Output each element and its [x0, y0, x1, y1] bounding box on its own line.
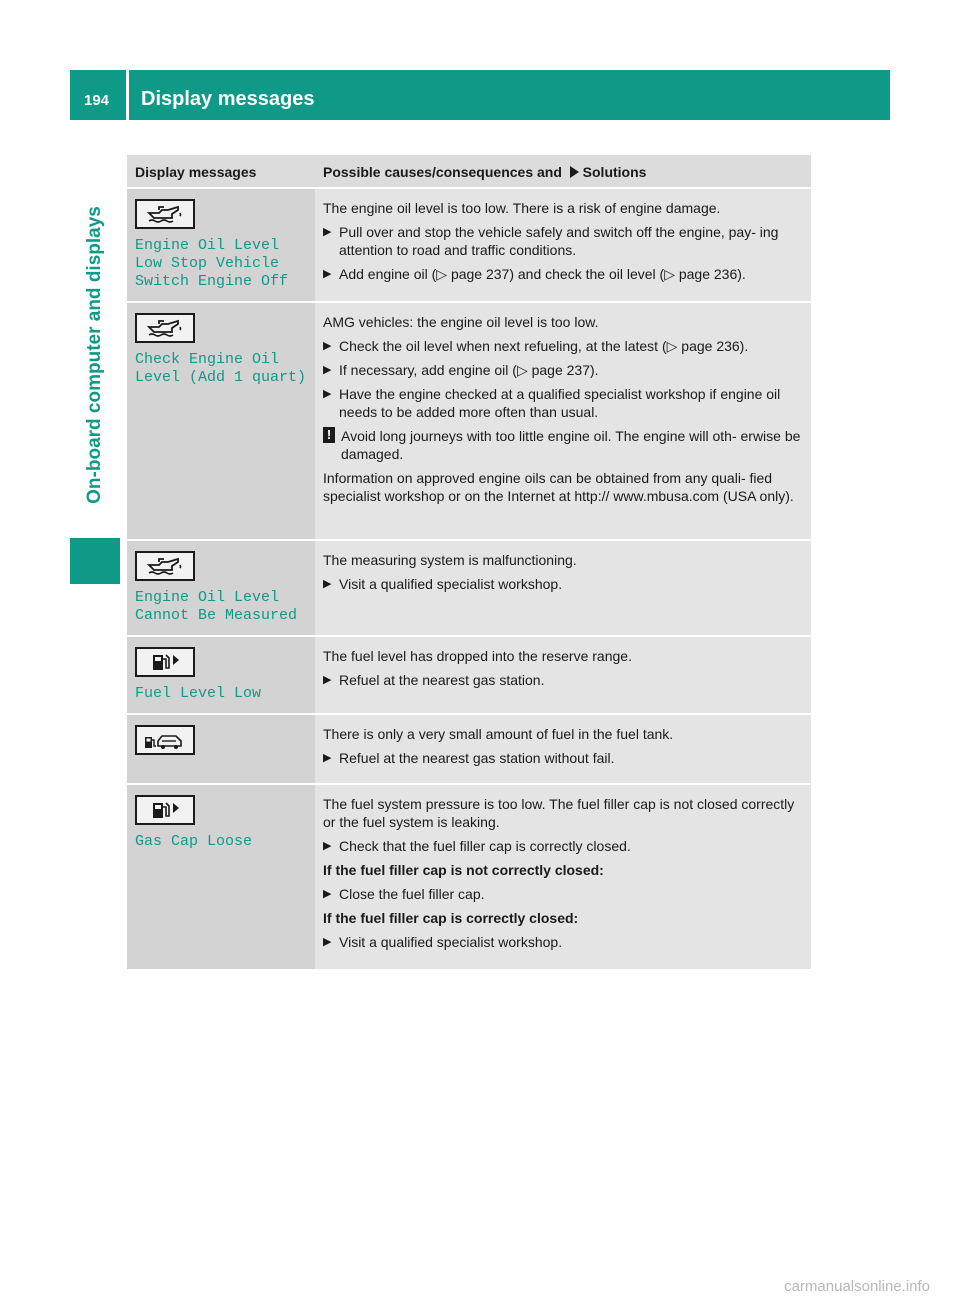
step-arrow-icon: ▶ [323, 840, 332, 852]
step-text: Pull over and stop the vehicle safely and switch off the engine, pay- ing attention to road and traffic conditions. [339, 224, 779, 258]
info-text: Information on approved engine oils can be obtained from any quali- fied specialist workshop or on the Internet at http:// www.mbusa.com (USA only). [323, 470, 794, 504]
solution-step [323, 265, 803, 283]
step-arrow-icon: ▶ [323, 340, 332, 352]
engine-oil-icon [135, 313, 195, 343]
engine-oil-icon [135, 199, 195, 229]
condition-heading: If the fuel filler cap is not correctly closed: [323, 862, 604, 878]
step-text: Visit a qualified specialist workshop. [339, 576, 563, 592]
cause-text: There is only a very small amount of fuel in the fuel tank. [323, 726, 674, 742]
step-text: Close the fuel filler cap. [339, 886, 485, 902]
solution-cell [315, 188, 811, 302]
warning-note [323, 427, 803, 463]
solution-step [323, 933, 803, 951]
solution-cell [315, 636, 811, 714]
message-cell [127, 636, 315, 714]
message-cell [127, 540, 315, 636]
page-title: Display messages [141, 88, 315, 110]
cause-text: The fuel system pressure is too low. The fuel filler cap is not closed correctly or the fuel system is leaking. [323, 796, 795, 830]
header-divider [126, 70, 129, 120]
step-text: Visit a qualified specialist workshop. [339, 934, 563, 950]
header-text-causes: Possible causes/consequences and [323, 164, 562, 180]
message-cell [127, 714, 315, 784]
display-message-text: Engine Oil Level Cannot Be Measured [135, 589, 298, 624]
step-arrow-icon: ▶ [323, 268, 332, 280]
display-message-text: Check Engine Oil Level (Add 1 quart) [135, 351, 307, 386]
step-text: Check the oil level when next refueling, at the latest (▷ page 236). [339, 338, 749, 354]
page-number: 194 [84, 92, 110, 109]
solution-cell [315, 302, 811, 540]
table-row [127, 784, 811, 970]
step-text: If necessary, add engine oil (▷ page 237). [339, 362, 599, 378]
display-messages-table [127, 155, 811, 971]
display-message-text: Engine Oil Level Low Stop Vehicle Switch Engine Off [135, 237, 289, 290]
side-tab [70, 126, 120, 584]
step-arrow-icon: ▶ [323, 936, 332, 948]
column-header-display-messages: Display messages [127, 155, 315, 188]
header-text-solutions: Solutions [582, 164, 647, 180]
table-row [127, 188, 811, 302]
solution-cell [315, 540, 811, 636]
step-text: Refuel at the nearest gas station without fail. [339, 750, 615, 766]
step-arrow-icon: ▶ [323, 752, 332, 764]
warning-text: Avoid long journeys with too little engine oil. The engine will oth- erwise be damaged. [341, 428, 801, 462]
solution-step [323, 575, 803, 593]
arrow-icon [570, 166, 579, 178]
display-message-text: Fuel Level Low [135, 685, 262, 702]
step-text: Add engine oil (▷ page 237) and check the oil level (▷ page 236). [339, 266, 746, 282]
step-arrow-icon: ▶ [323, 388, 332, 400]
display-message-text: Gas Cap Loose [135, 833, 253, 850]
cause-text: The measuring system is malfunctioning. [323, 552, 577, 568]
message-cell [127, 302, 315, 540]
fuel-pump-icon [135, 795, 195, 825]
solution-step [323, 837, 803, 855]
solution-step [323, 671, 803, 689]
step-text: Refuel at the nearest gas station. [339, 672, 545, 688]
cause-text: The engine oil level is too low. There is a risk of engine damage. [323, 200, 721, 216]
solution-cell [315, 784, 811, 970]
message-cell [127, 784, 315, 970]
table-header-row [127, 155, 811, 188]
table-row [127, 540, 811, 636]
solution-cell [315, 714, 811, 784]
solution-step [323, 361, 803, 379]
side-marker [70, 538, 120, 584]
step-text: Have the engine checked at a qualified specialist workshop if engine oil needs to be added more often than usual. [339, 386, 781, 420]
solution-step [323, 337, 803, 355]
cause-text: The fuel level has dropped into the reserve range. [323, 648, 632, 664]
cause-text: AMG vehicles: the engine oil level is too low. [323, 314, 599, 330]
warning-icon: ! [323, 427, 335, 443]
step-arrow-icon: ▶ [323, 364, 332, 376]
column-header-solutions [315, 155, 811, 188]
message-cell [127, 188, 315, 302]
step-arrow-icon: ▶ [323, 888, 332, 900]
table-row [127, 714, 811, 784]
fuel-pump-icon [135, 647, 195, 677]
engine-oil-icon [135, 551, 195, 581]
solution-step [323, 223, 803, 259]
step-arrow-icon: ▶ [323, 578, 332, 590]
step-text: Check that the fuel filler cap is correctly closed. [339, 838, 631, 854]
table-row [127, 636, 811, 714]
step-arrow-icon: ▶ [323, 226, 332, 238]
solution-step [323, 749, 803, 767]
table-row [127, 302, 811, 540]
fuel-car-icon [135, 725, 195, 755]
condition-heading: If the fuel filler cap is correctly closed: [323, 910, 579, 926]
side-tab-label: On-board computer and displays [84, 206, 105, 504]
solution-step [323, 385, 803, 421]
watermark: carmanualsonline.info [784, 1278, 930, 1295]
solution-step [323, 885, 803, 903]
step-arrow-icon: ▶ [323, 674, 332, 686]
